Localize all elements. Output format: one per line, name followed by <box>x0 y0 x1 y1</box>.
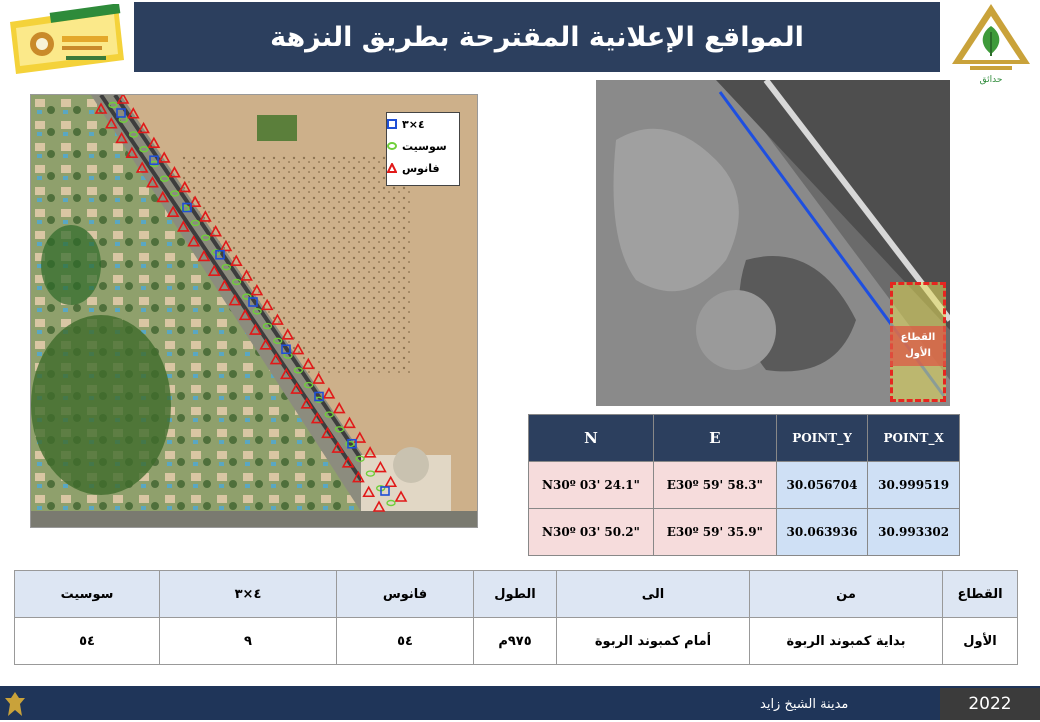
header-cell-n: N <box>529 415 654 462</box>
coordinates-table <box>528 414 960 556</box>
footer-year: 2022 <box>940 688 1040 720</box>
legend-item-lantern <box>387 157 459 179</box>
cell-n: N30º 03' 50.2" <box>529 509 654 556</box>
table-header-row <box>15 571 1018 618</box>
cell-e: E30º 59' 35.9" <box>653 509 776 556</box>
table-row <box>529 462 960 509</box>
header-cell-lantern: فانوس <box>337 571 474 618</box>
header-cell-sucette: سوسيت <box>15 571 160 618</box>
header-cell-length: الطول <box>474 571 557 618</box>
cell-billboard: ٩ <box>160 618 337 665</box>
triangle-icon <box>387 163 397 173</box>
legend-label: سوسيت <box>402 139 447 153</box>
cell-from: بداية كمبوند الربوة <box>750 618 943 665</box>
svg-text:حدائق: حدائق <box>979 75 1003 85</box>
cell-point-x: 30.993302 <box>868 509 960 556</box>
header-cell-sector: القطاع <box>943 571 1018 618</box>
legend-item-sucette <box>387 135 459 157</box>
cell-e: E30º 59' 58.3" <box>653 462 776 509</box>
table-header-row <box>529 415 960 462</box>
legend-item-billboard <box>387 113 459 135</box>
ads-unit-logo <box>6 4 128 76</box>
table-row <box>15 618 1018 665</box>
cell-sucette: ٥٤ <box>15 618 160 665</box>
table-row <box>529 509 960 556</box>
oval-icon <box>387 141 397 151</box>
cell-point-y: 30.056704 <box>776 462 868 509</box>
city-name: مدينة الشيخ زايد <box>760 696 849 712</box>
cell-point-x: 30.999519 <box>868 462 960 509</box>
page-title: المواقع الإعلانية المقترحة بطريق النزهة <box>134 2 940 72</box>
header-cell-point-y: POINT_Y <box>776 415 868 462</box>
header-cell-point-x: POINT_X <box>868 415 960 462</box>
header-cell-from: من <box>750 571 943 618</box>
overview-map[interactable] <box>596 80 950 406</box>
city-logo <box>948 2 1034 86</box>
cell-to: أمام كمبوند الربوة <box>557 618 750 665</box>
header-cell-billboard: ٤×٣ <box>160 571 337 618</box>
eagle-emblem-icon <box>4 690 26 718</box>
legend-label: ٤×٣ <box>402 117 425 131</box>
legend-label: فانوس <box>402 161 440 175</box>
cell-lantern: ٥٤ <box>337 618 474 665</box>
cell-point-y: 30.063936 <box>776 509 868 556</box>
square-icon <box>387 119 397 129</box>
cell-length: ٩٧٥م <box>474 618 557 665</box>
header-cell-to: الى <box>557 571 750 618</box>
sector-label: القطاع الأول <box>890 326 946 366</box>
sector-table <box>14 570 1018 665</box>
header-cell-e: E <box>653 415 776 462</box>
cell-n: N30º 03' 24.1" <box>529 462 654 509</box>
cell-sector: الأول <box>943 618 1018 665</box>
map-legend <box>386 112 460 186</box>
